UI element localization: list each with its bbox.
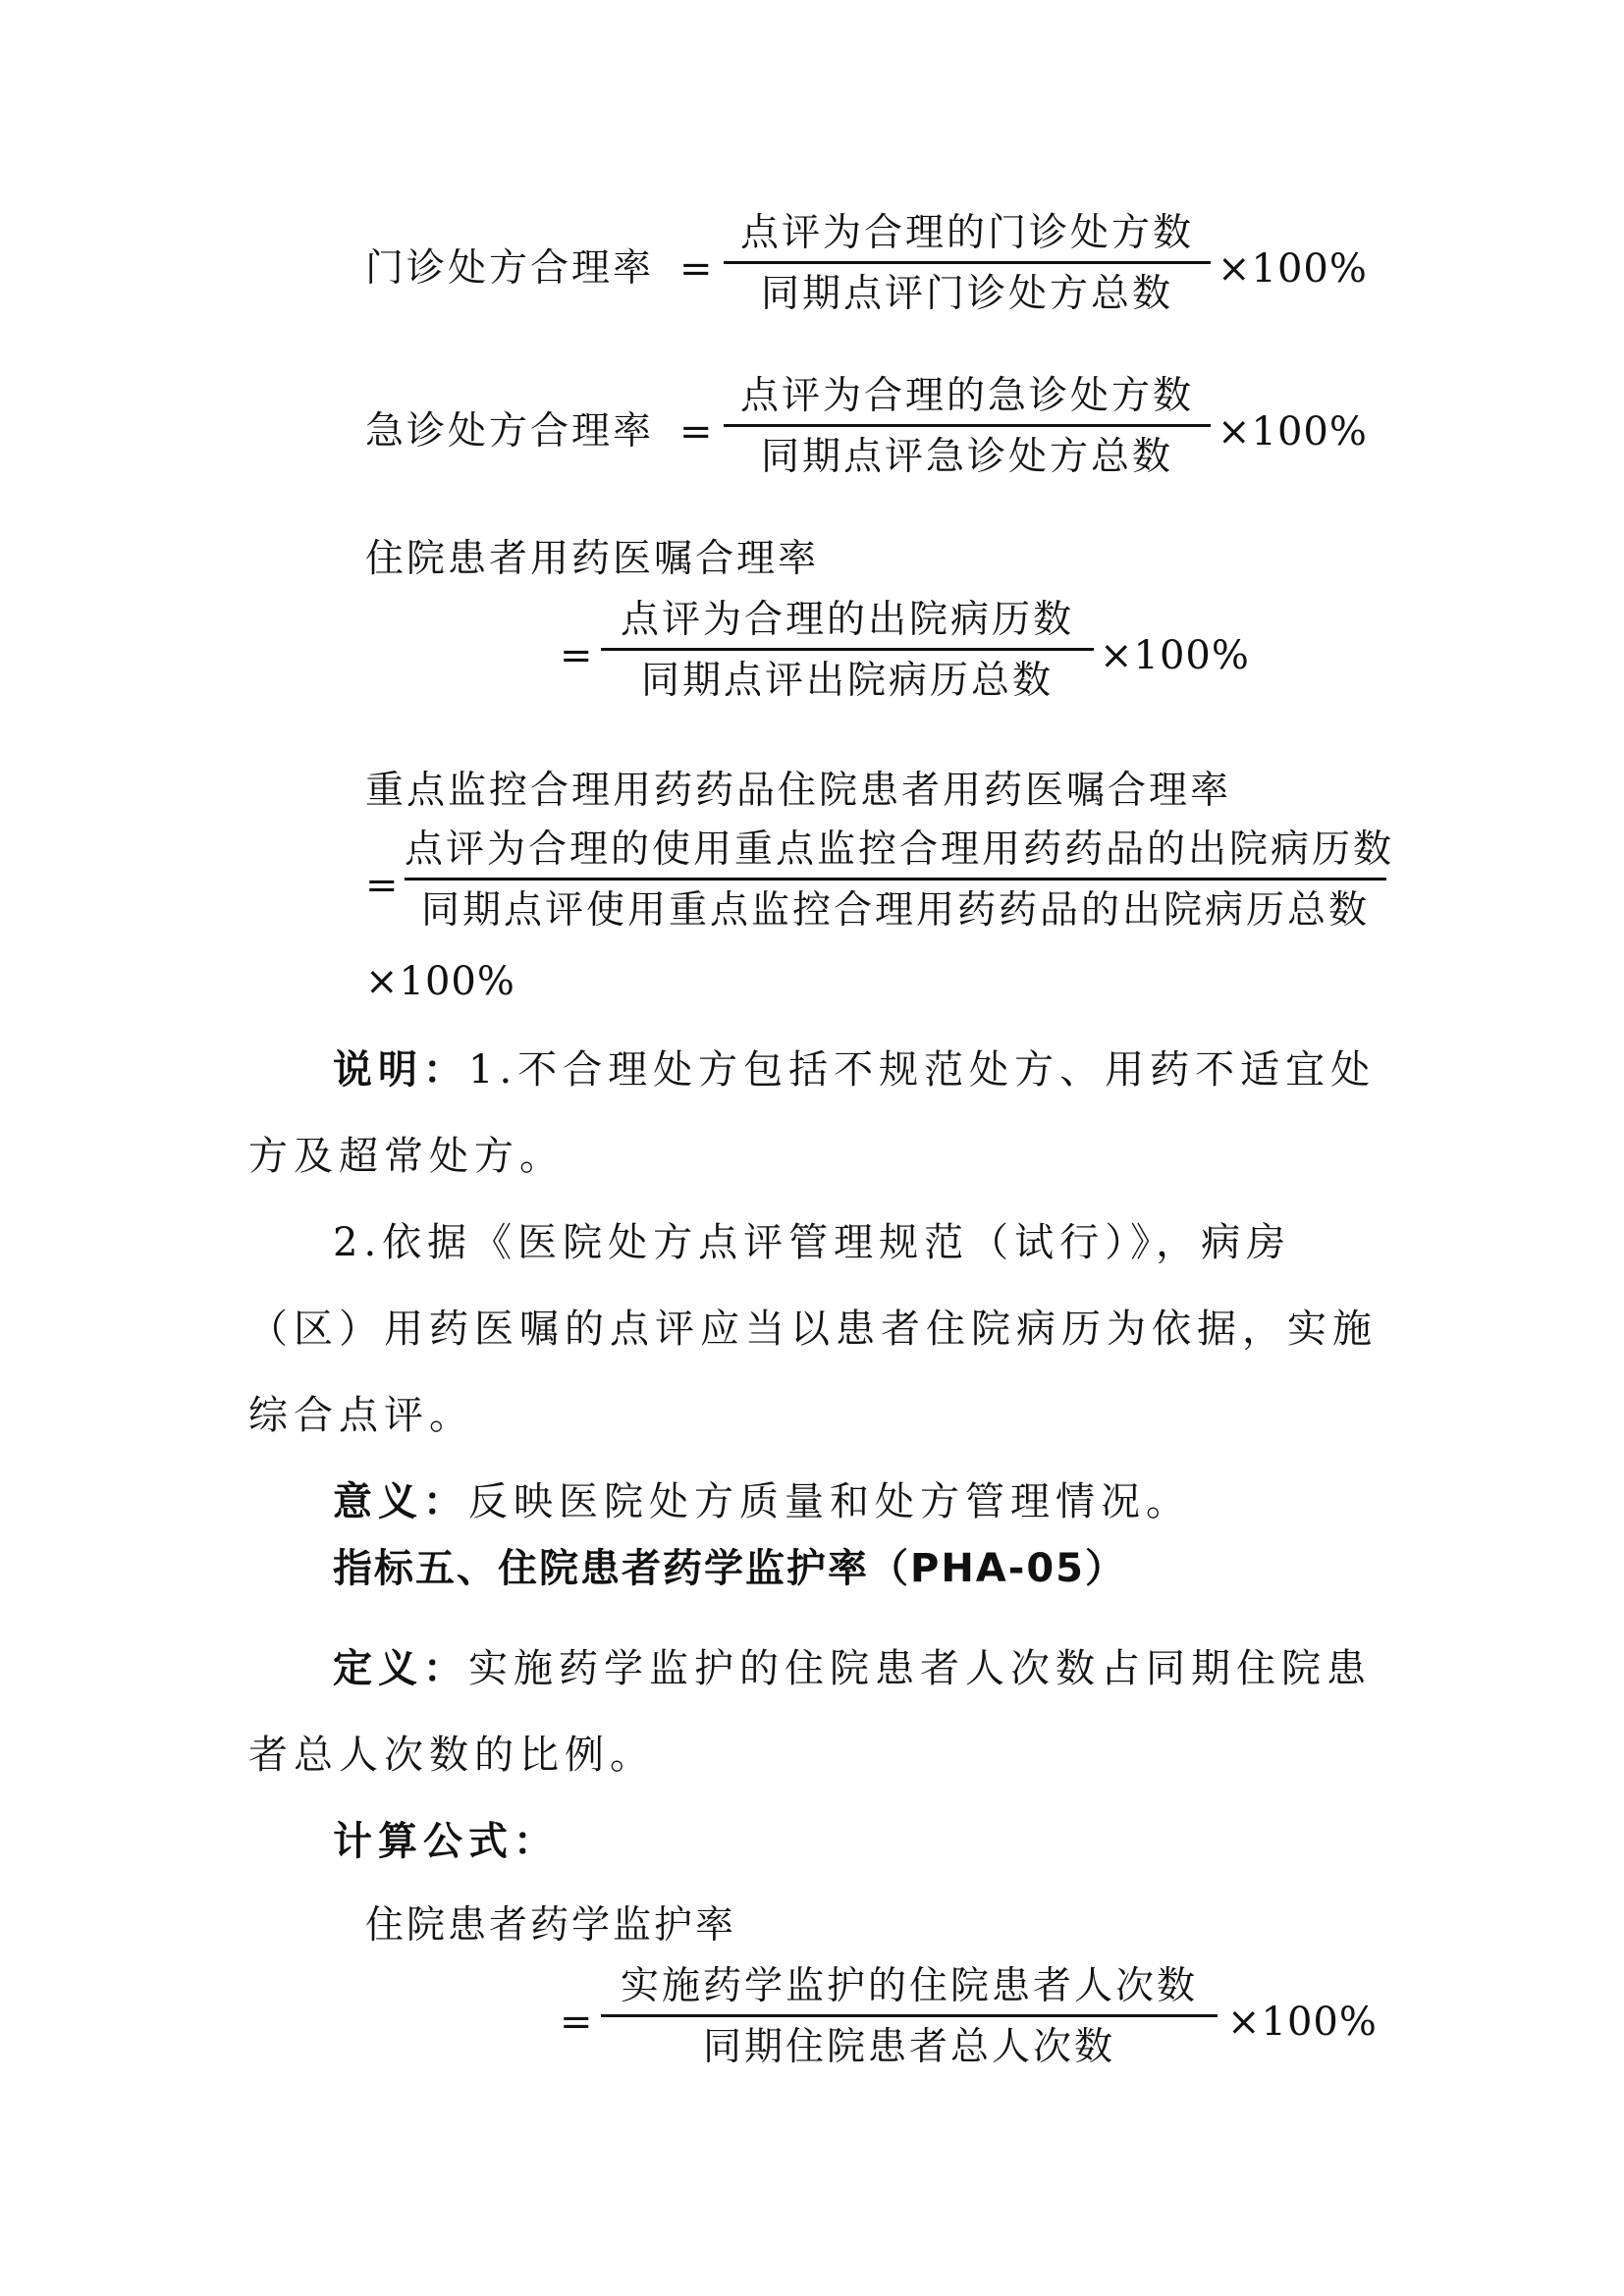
definition-label: 定义： [333,1645,468,1691]
notes-paragraph-1 [248,1027,1378,1200]
fraction-bar [601,648,1094,651]
equals-sign: = [560,2000,593,2045]
numerator: 实施药学监护的住院患者人次数 [620,1964,1198,2008]
notes-paragraph-2 [248,1200,1378,1459]
definition-text: 实施药学监护的住院患者人次数占同期住院患者总人次数的比例。 [248,1646,1372,1778]
equals-sign: = [679,246,713,292]
meaning-label: 意义： [333,1478,468,1524]
formula-lhs: 门诊处方合理率 [365,246,655,291]
notes-label: 说明： [333,1046,468,1093]
denominator: 同期点评急诊处方总数 [760,435,1173,479]
fraction [405,828,1395,933]
multiplier: ×100% [1227,2000,1378,2045]
fraction [724,211,1211,316]
fraction [601,1964,1218,2069]
numerator: 点评为合理的出院病历数 [620,598,1074,642]
fraction-bar [724,424,1211,427]
multiplier: ×100% [1100,633,1250,678]
fraction [601,598,1094,703]
formula-lhs: 住院患者药学监护率 [365,1903,737,1948]
denominator: 同期住院患者总人次数 [702,2025,1115,2069]
denominator: 同期点评使用重点监控合理用药药品的出院病历总数 [420,888,1370,933]
numerator: 点评为合理的门诊处方数 [739,211,1194,255]
formula-label: 计算公式： [333,1819,559,1864]
multiplier: ×100% [1218,246,1368,292]
meaning-paragraph [248,1459,1378,1545]
multiplier: ×100% [1218,409,1368,454]
denominator: 同期点评出院病历总数 [640,659,1054,703]
fraction [724,374,1211,479]
multiplier: ×100% [365,959,515,1004]
notes-item-1: 1.不合理处方包括不规范处方、用药不适宜处方及超常处方。 [248,1047,1377,1179]
definition-paragraph [248,1626,1378,1798]
notes-item-2: 2.依据《医院处方点评管理规范（试行）》，病房（区）用药医嘱的点评应当以患者住院病历为依据，实施综合点评。 [248,1220,1378,1438]
meaning-text: 反映医院处方质量和处方管理情况。 [468,1479,1191,1524]
indicator-title: 指标五、住院患者药学监护率（PHA-05） [333,1546,1127,1591]
numerator: 点评为合理的急诊处方数 [739,374,1194,418]
numerator: 点评为合理的使用重点监控合理用药药品的出院病历数 [405,828,1395,872]
formula-lhs: 住院患者用药医嘱合理率 [365,537,820,581]
fraction-bar [601,2014,1218,2017]
denominator: 同期点评门诊处方总数 [760,272,1173,316]
equals-sign: = [365,863,399,908]
formula-lhs: 急诊处方合理率 [365,409,655,454]
equals-sign: = [560,633,593,678]
formula-lhs: 重点监控合理用药药品住院患者用药医嘱合理率 [365,769,1232,813]
fraction-bar [724,261,1211,264]
fraction-bar [405,878,1386,881]
equals-sign: = [679,409,713,454]
